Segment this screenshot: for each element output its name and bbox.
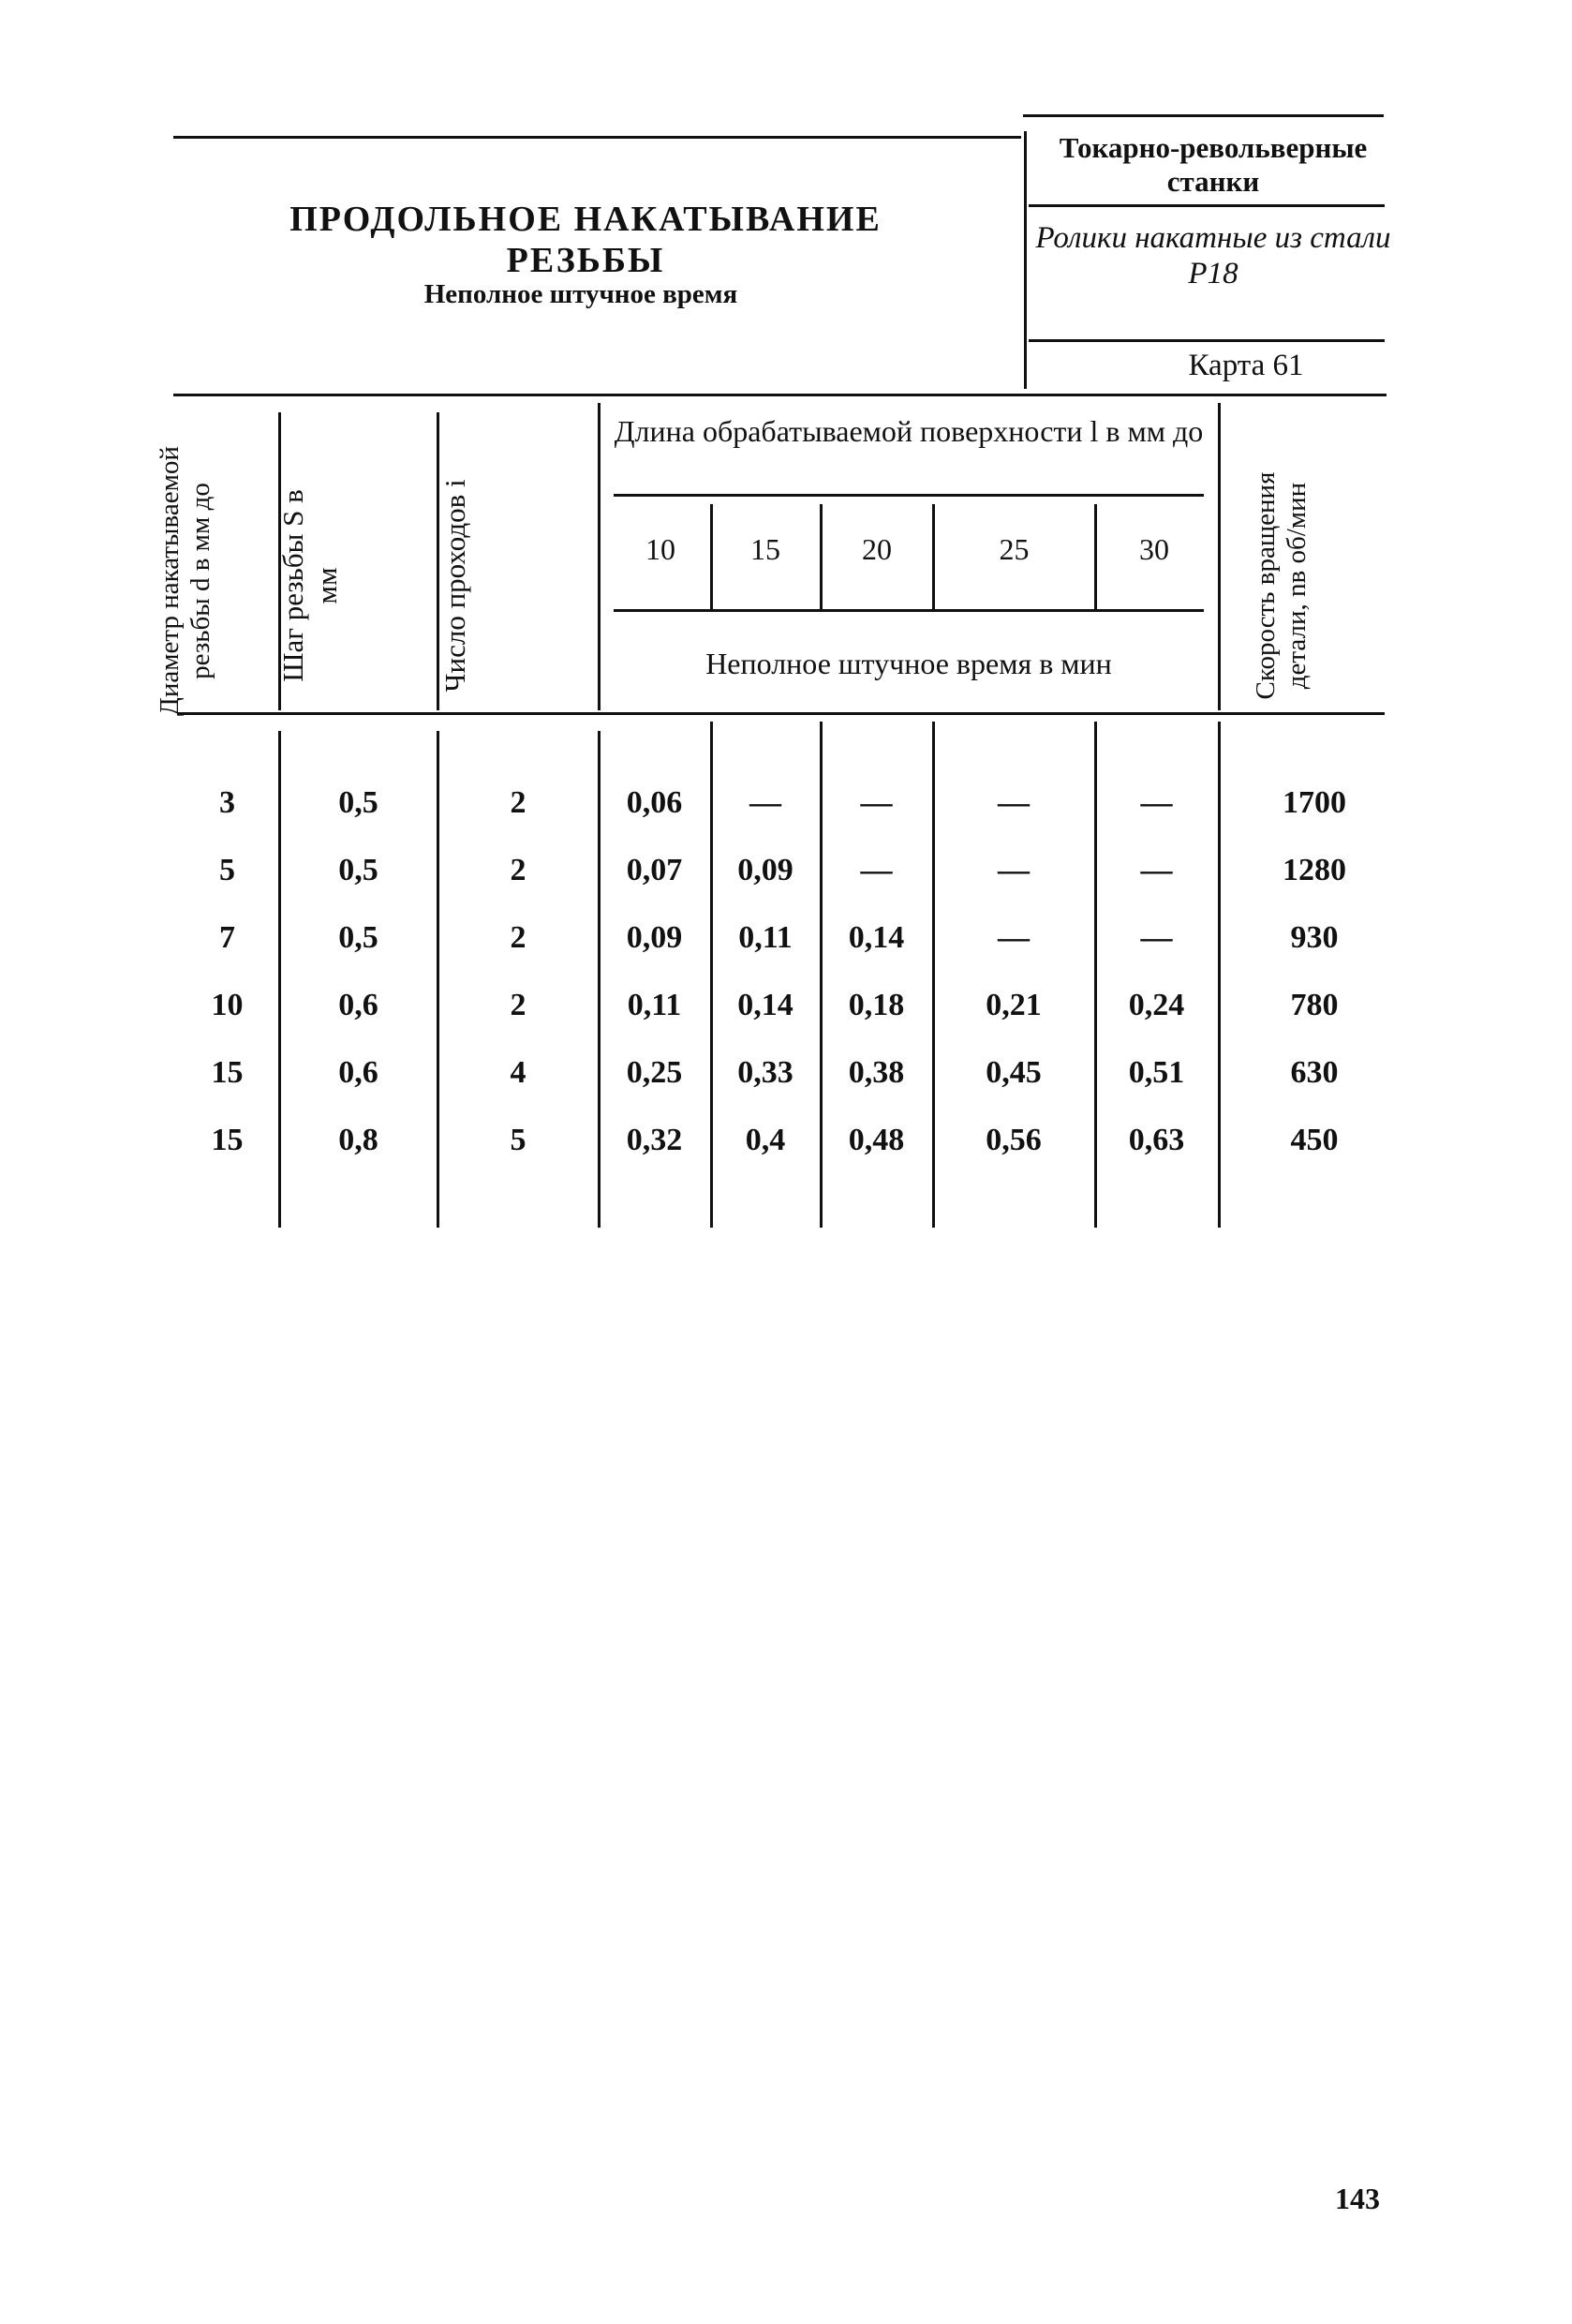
table-cell-time: 0,4	[745, 1123, 786, 1157]
table-cell-time: —	[860, 853, 893, 887]
table-cell-diameter: 15	[211, 1055, 244, 1090]
length-10: 10	[645, 532, 675, 566]
table-cell-time: 0,09	[737, 853, 793, 887]
machine-type-label: Токарно-револьверные станки	[1059, 131, 1368, 198]
table-cell-speed: 630	[1290, 1055, 1339, 1090]
table-cell-time: —	[998, 920, 1030, 955]
table-cell-passes: 2	[510, 785, 526, 820]
table-cell-passes: 2	[510, 988, 526, 1022]
table-cell-passes: 4	[510, 1055, 526, 1090]
table-cell-time: 0,38	[848, 1055, 905, 1090]
table-cell-diameter: 10	[211, 988, 244, 1022]
column-header-length: Длина обрабатываемой поверхности l в мм до	[614, 414, 1204, 448]
tool-label: Ролики накатные из стали Р18	[1035, 221, 1391, 290]
table-cell-diameter: 5	[219, 853, 235, 887]
length-30: 30	[1139, 532, 1169, 566]
table-cell-diameter: 3	[219, 785, 235, 820]
page-title: ПРОДОЛЬНОЕ НАКАТЫВАНИЕ РЕЗЬБЫ	[289, 200, 882, 280]
card-number: Карта 61	[1188, 349, 1304, 382]
table-cell-time: —	[1140, 785, 1173, 820]
column-header-speed: Скорость вращения детали, nв об/мин	[1251, 471, 1312, 700]
table-cell-pitch: 0,5	[338, 785, 378, 820]
table-cell-time: 0,45	[986, 1055, 1042, 1090]
table-cell-time: —	[998, 853, 1030, 887]
table-cell-passes: 2	[510, 920, 526, 955]
column-header-diameter: Диаметр накатываемой резьбы d в мм до	[155, 446, 216, 716]
column-header-pitch: Шаг резьбы S в мм	[276, 489, 343, 682]
table-cell-time: —	[860, 785, 893, 820]
length-20: 20	[862, 532, 892, 566]
table-cell-time: 0,25	[626, 1055, 683, 1090]
table-cell-time: 0,07	[626, 853, 683, 887]
table-cell-time: 0,18	[848, 988, 905, 1022]
table-cell-pitch: 0,8	[338, 1123, 378, 1157]
table-cell-time: 0,11	[738, 920, 793, 955]
length-25: 25	[999, 532, 1030, 566]
table-cell-pitch: 0,5	[338, 920, 378, 955]
time-subheader: Неполное штучное время в мин	[705, 647, 1112, 680]
column-header-passes: Число проходов i	[438, 479, 471, 693]
table-cell-diameter: 7	[219, 920, 235, 955]
table-cell-time: 0,06	[626, 785, 683, 820]
table-cell-time: 0,14	[737, 988, 793, 1022]
table-cell-speed: 930	[1290, 920, 1339, 955]
table-cell-time: 0,14	[848, 920, 905, 955]
table-cell-time: 0,32	[626, 1123, 683, 1157]
page-subtitle: Неполное штучное время	[423, 279, 738, 309]
table-cell-time: —	[1140, 920, 1173, 955]
table-cell-speed: 450	[1290, 1123, 1339, 1157]
table-cell-time: 0,21	[986, 988, 1042, 1022]
table-cell-speed: 1280	[1283, 853, 1346, 887]
table-cell-passes: 5	[510, 1123, 526, 1157]
length-15: 15	[750, 532, 780, 566]
table-cell-diameter: 15	[211, 1123, 244, 1157]
table-cell-time: 0,63	[1128, 1123, 1185, 1157]
table-cell-speed: 780	[1290, 988, 1339, 1022]
table-cell-time: 0,51	[1128, 1055, 1185, 1090]
table-cell-passes: 2	[510, 853, 526, 887]
table-cell-pitch: 0,6	[338, 988, 378, 1022]
table-cell-pitch: 0,5	[338, 853, 378, 887]
table-cell-time: 0,09	[626, 920, 683, 955]
page-number: 143	[1335, 2182, 1380, 2215]
table-cell-pitch: 0,6	[338, 1055, 378, 1090]
table-cell-speed: 1700	[1283, 785, 1346, 820]
table-cell-time: 0,56	[986, 1123, 1042, 1157]
table-cell-time: —	[998, 785, 1030, 820]
table-cell-time: 0,33	[737, 1055, 793, 1090]
table-cell-time: 0,48	[848, 1123, 905, 1157]
table-cell-time: —	[749, 785, 781, 820]
table-cell-time: 0,24	[1128, 988, 1185, 1022]
table-cell-time: —	[1140, 853, 1173, 887]
table-cell-time: 0,11	[627, 988, 682, 1022]
